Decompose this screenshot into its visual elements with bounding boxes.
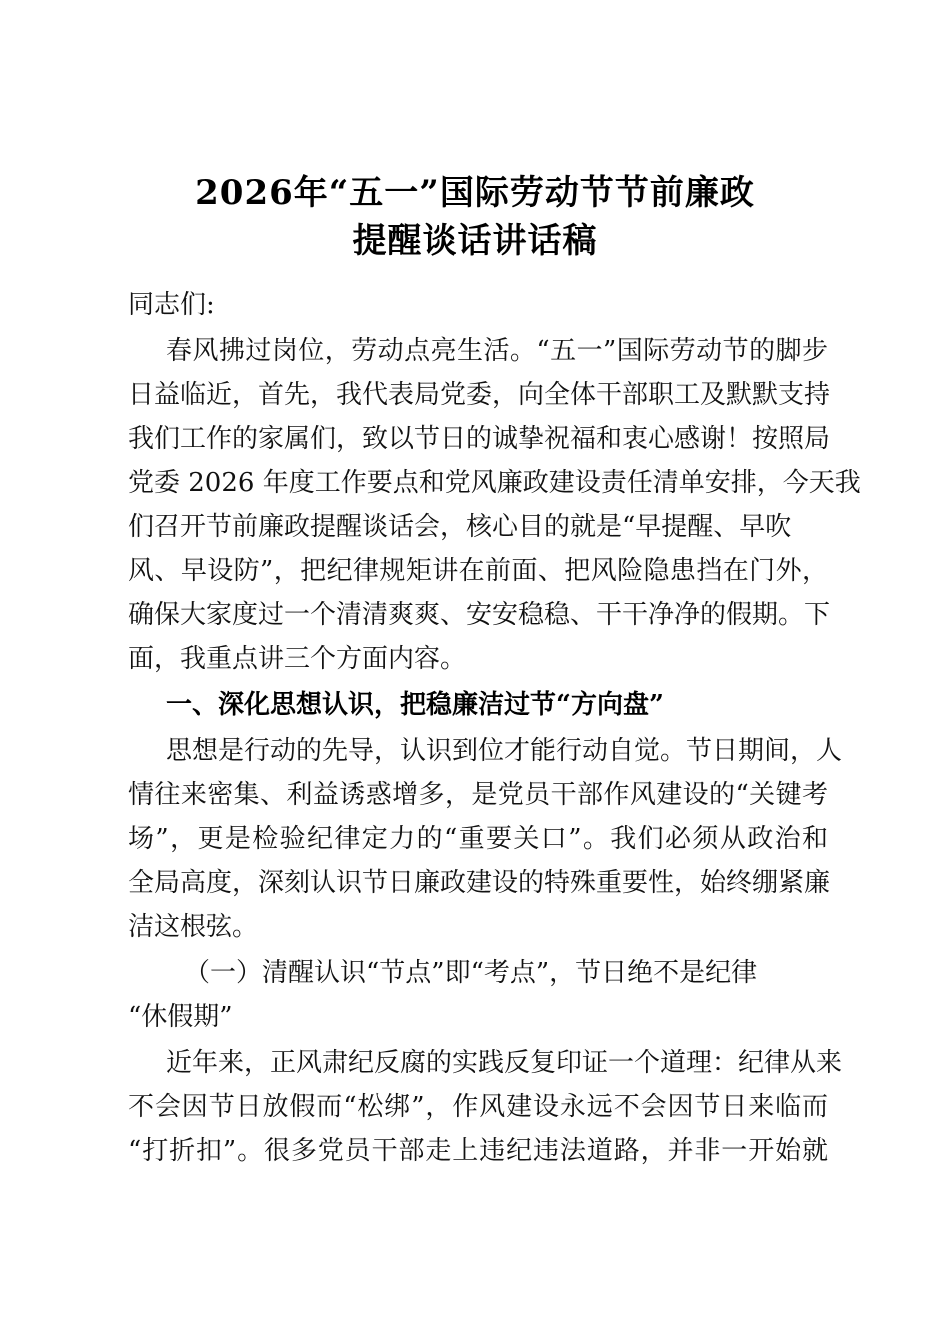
section1-line: 洁这根弦。 (128, 912, 259, 942)
intro-line: 春风拂过岗位，劳动点亮生活。“五一”国际劳动节的脚步 (166, 336, 828, 366)
intro-line: 们召开节前廉政提醒谈话会，核心目的就是“早提醒、早吹 (128, 512, 792, 542)
intro-line: 党委 2026 年度工作要点和党风廉政建设责任清单安排，今天我 (128, 468, 861, 498)
section-heading-1: 一、深化思想认识，把稳廉洁过节“方向盘” (166, 690, 664, 720)
subsection-heading-1-cont: “休假期” (128, 1002, 233, 1032)
intro-line: 风、早设防”，把纪律规矩讲在前面、把风险隐患挡在门外， (128, 556, 828, 586)
section1-line: 情往来密集、利益诱惑增多，是党员干部作风建设的“关键考 (128, 780, 828, 810)
intro-line: 日益临近，首先，我代表局党委，向全体干部职工及默默支持 (128, 380, 831, 410)
section1-line: 场”，更是检验纪律定力的“重要关口”。我们必须从政治和 (128, 824, 828, 854)
section1-line: 全局高度，深刻认识节日廉政建设的特殊重要性，始终绷紧廉 (128, 868, 831, 898)
subsection1-line: 近年来，正风肃纪反腐的实践反复印证一个道理：纪律从来 (166, 1048, 843, 1078)
subsection-heading-1: （一）清醒认识“节点”即“考点”，节日绝不是纪律 (184, 958, 758, 988)
intro-line: 确保大家度过一个清清爽爽、安安稳稳、干干净净的假期。下 (128, 600, 831, 630)
subsection1-line: “打折扣”。很多党员干部走上违纪违法道路，并非一开始就 (128, 1136, 828, 1166)
document-title-line-1: 2026年“五一”国际劳动节节前廉政 (195, 173, 755, 213)
salutation: 同志们: (128, 290, 215, 320)
intro-line: 我们工作的家属们，致以节日的诚挚祝福和衷心感谢！按照局 (128, 424, 831, 454)
document-title-line-2: 提醒谈话讲话稿 (352, 221, 598, 261)
section1-line: 思想是行动的先导，认识到位才能行动自觉。节日期间，人 (166, 736, 843, 766)
subsection1-line: 不会因节日放假而“松绑”，作风建设永远不会因节日来临而 (128, 1092, 828, 1122)
intro-line: 面，我重点讲三个方面内容。 (128, 644, 467, 674)
